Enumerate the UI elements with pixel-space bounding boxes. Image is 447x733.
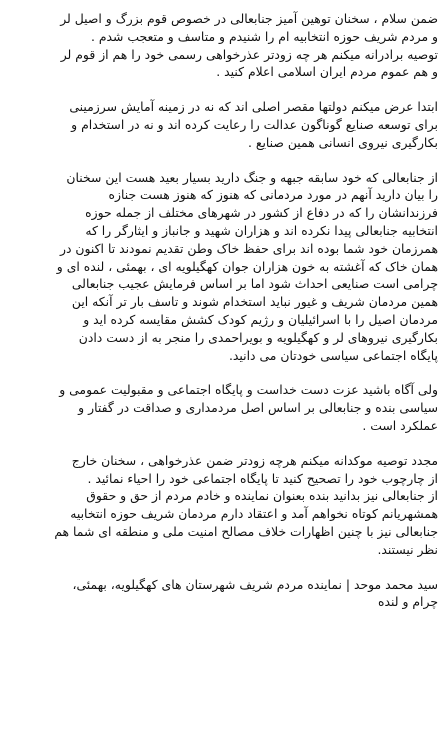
greeting-paragraph (9, 10, 438, 81)
text-line: بکارگیری نیروهای لر و کهگیلویه و بویراحمدی را منجر به از دست دادن (78, 329, 438, 345)
signature-line: چرام و لنده (378, 594, 438, 610)
text-line: سیاسی بنده و جنابعالی بر اساس اصل مردمداری و صداقت در گفتار و (78, 400, 438, 416)
governments-paragraph (9, 98, 438, 151)
text-line: توصیه برادرانه میکنم هر چه زودتر عذرخواهی رسمی خود را هم از قوم لر (60, 46, 438, 62)
text-line: همرزمان خود شما بوده اند برای حفظ خاک وطن تقدیم نمودند تا اکنون در (59, 240, 438, 256)
text-line: عملکرد است . (362, 417, 438, 433)
text-line: نظر نیستند. (377, 541, 438, 557)
text-line: را بیان دارید آنهم در مورد مردمانی که هنوز که هنوز هست جنازه (108, 187, 438, 203)
text-line: مردمان اصیل را با اسرائیلیان و رژیم کودک کشش مقایسه کرده اید و (83, 311, 438, 327)
text-line: مجدد توصیه موکدانه میکنم هرچه زودتر ضمن عذرخواهی ، سخنان خارج (71, 452, 438, 468)
text-line: پایگاه اجتماعی سیاسی خودتان می دانید. (228, 347, 438, 363)
text-line: جنابعالی نیز با چنین اظهارات خلاف مصالح امنیت ملی و منطقه ای شما هم (54, 523, 438, 539)
text-line: ابتدا عرض میکنم دولتها مقصر اصلی اند که نه در زمینه آمایش سرزمینی (69, 99, 438, 115)
text-line: از جنابعالی که خود سابقه جبهه و جنگ دارید بسیار بعید هست این سخنان (66, 169, 438, 185)
text-line: انتخابیه جنابعالی پیدا نکرده اند و هزاران شهید و جانباز و ایثارگر را که (85, 222, 438, 238)
text-line: همان خاک که آغشته به خون هزاران جوان کهگیلویه ای ، بهمئی ، لنده ای و (56, 258, 438, 274)
text-line: برای توسعه صنایع گوناگون عدالت را رعایت کرده اند و نه در استخدام و (71, 116, 438, 132)
signature-line: سید محمد موحد | نماینده مردم شریف شهرستان های کهگیلویه، بهمئی، (72, 576, 438, 592)
apology-request-paragraph (9, 452, 438, 559)
war-veterans-paragraph (9, 169, 438, 365)
dignity-paragraph (9, 381, 438, 434)
text-line: همین مردمان شریف و غیور نباید استخدام شوند و تاسف بار تر آنکه این (71, 294, 438, 310)
text-line: ولی آگاه باشید عزت دست خداست و پایگاه اجتماعی و مقبولیت عمومی و (59, 382, 438, 398)
text-line: و مردم شریف حوزه انتخابیه ام را شنیدم و متاسف و متعجب شدم . (90, 28, 438, 44)
text-line: و هم عموم مردم ایران اسلامی اعلام کنید . (216, 64, 438, 80)
text-line: از جنابعالی نیز بدانید بنده بعنوان نماینده و خادم مردم از حق و حقوق (86, 488, 438, 504)
text-line: ضمن سلام ، سخنان توهین آمیز جنابعالی در خصوص قوم بزرگ و اصیل لر (60, 11, 438, 26)
text-line: فرزندانشان را که در دفاع از کشور در شهرهای مختلف از جمله حوزه (85, 205, 438, 221)
text-line: از چارچوب خود را تصحیح کنید تا پایگاه اجتماعی خود را احیاء نمائید . (87, 470, 438, 486)
text-line: همشهریانم کوتاه نخواهم آمد و اعتقاد دارم مردمان شریف حوزه انتخابیه (70, 506, 438, 522)
text-line: بکارگیری نیروی انسانی همین صنایع . (247, 134, 438, 150)
text-line: چرامی است صنایعی احداث شود اما بر اساس فرمایش عجیب جنابعالی (71, 276, 438, 292)
signature-paragraph (9, 576, 438, 612)
